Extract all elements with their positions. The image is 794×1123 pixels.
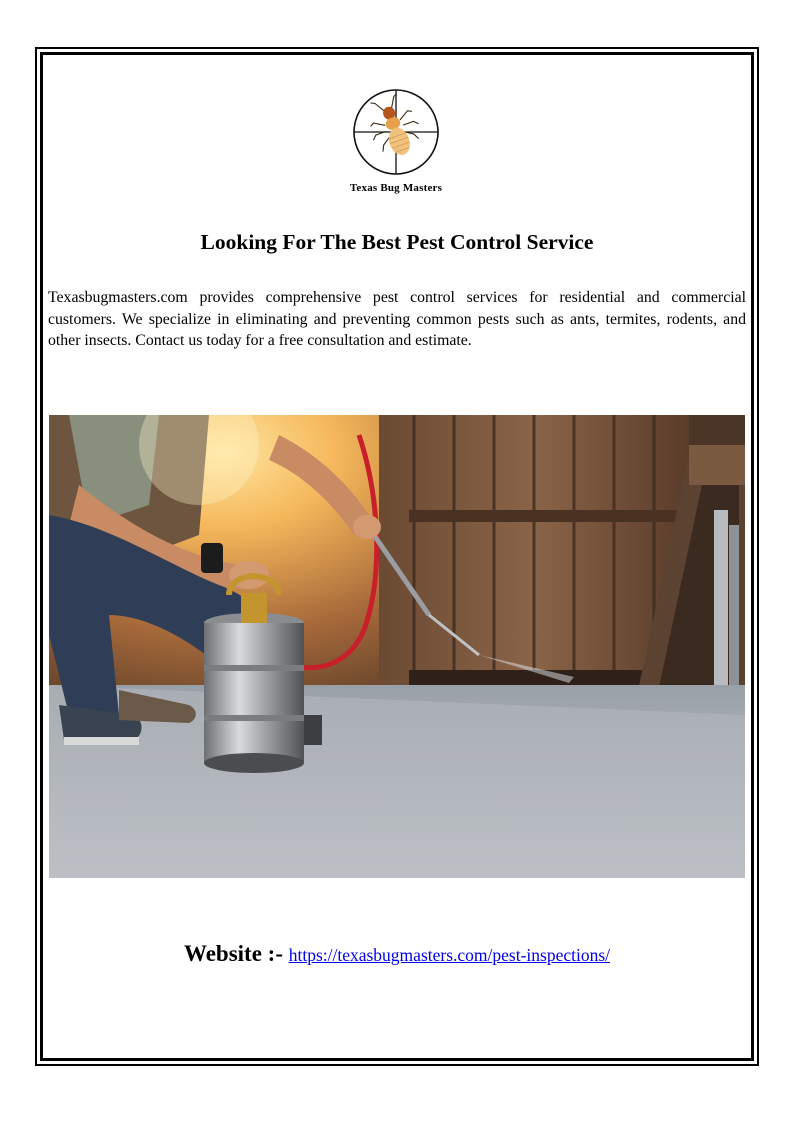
pest-control-photo bbox=[49, 415, 745, 878]
intro-paragraph: Texasbugmasters.com provides comprehensive pest control services for residential and commercial customers. We specialize in eliminating and preventing common pests such as ants, termites, rodents, and other insects. Contact us today for a free consultation and estimate. bbox=[48, 289, 746, 350]
technician-spraying-image bbox=[49, 415, 745, 878]
brand-logo bbox=[334, 88, 458, 200]
page-title: Looking For The Best Pest Control Service bbox=[200, 230, 594, 254]
brand-name: Texas Bug Masters bbox=[349, 182, 443, 194]
website-line bbox=[48, 941, 746, 967]
website-link[interactable]: https://texasbugmasters.com/pest-inspections/ bbox=[288, 945, 611, 965]
termite-crosshair-icon bbox=[334, 88, 458, 180]
website-label: Website :- bbox=[183, 941, 289, 966]
